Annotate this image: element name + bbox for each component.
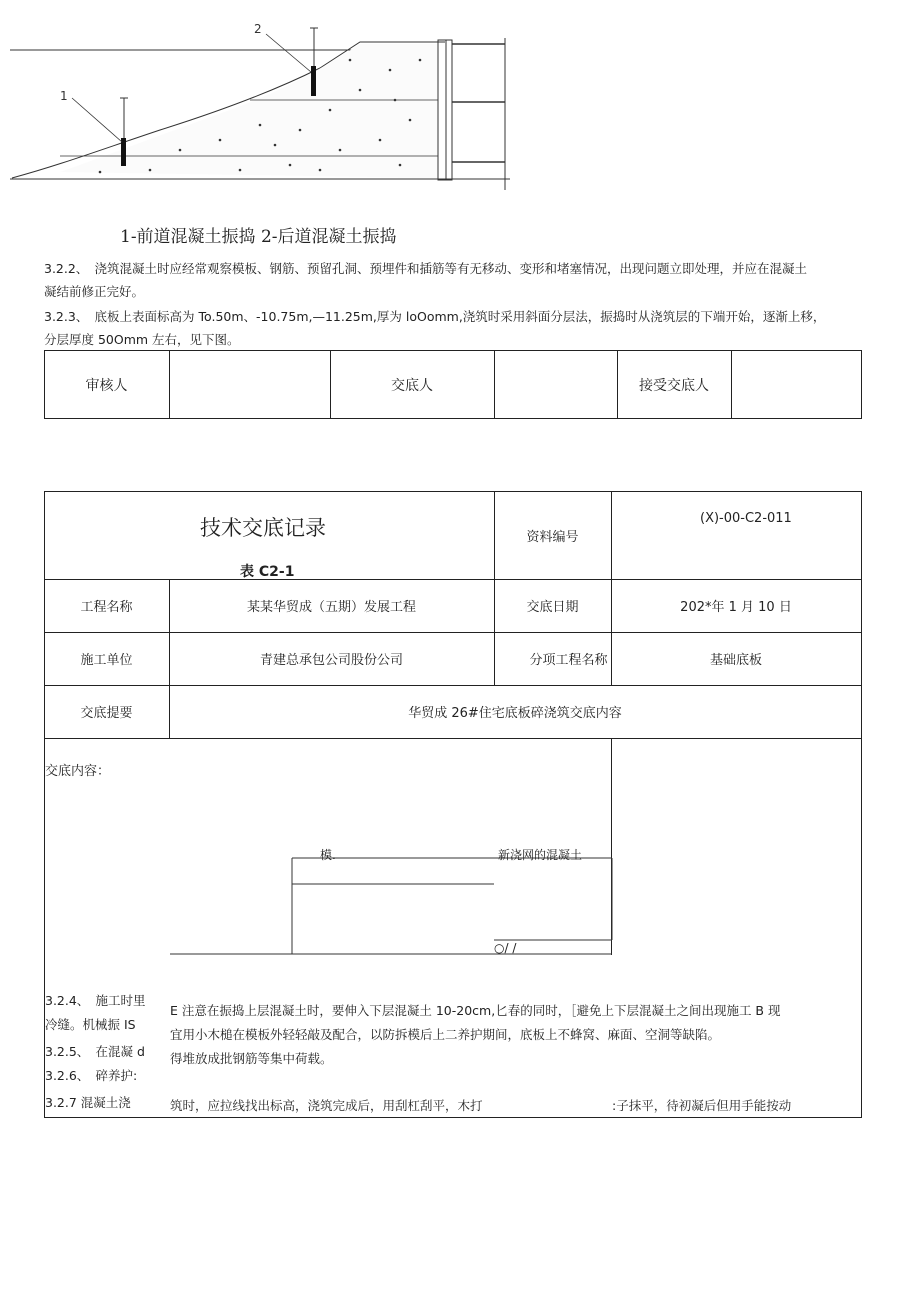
doc-number-value: (X)-00-C2-011 — [700, 511, 792, 526]
figure-label-1: 1 — [60, 89, 68, 103]
item-3-2-5-left: 3.2.5、 在混凝 d — [45, 1044, 145, 1059]
summary-value: 华贸成 26#住宅底板碎浇筑交底内容 — [408, 706, 622, 721]
item-3-2-4-left1: 3.2.4、 施工时里 — [45, 993, 146, 1008]
figure-caption: 1-前道混凝土振捣 2-后道混凝土振捣 — [120, 227, 397, 247]
item-right-line4a: 筑时，应拉线找出标高，浇筑完成后，用刮杠刮平，木打 — [170, 1098, 483, 1113]
briefing-date-value: 202*年 1 月 10 日 — [680, 600, 792, 615]
slope-pouring-figure — [0, 0, 520, 200]
project-name-value: 某某华贸成（五期）发展工程 — [246, 600, 416, 615]
summary-label: 交底提要 — [80, 706, 133, 721]
record-title: 技术交底记录 — [200, 516, 326, 540]
formwork-label: 模. — [320, 848, 336, 862]
item-right-line3: 得堆放成批钢筋等集中荷载。 — [170, 1051, 333, 1066]
item-3-2-6-left: 3.2.6、 碎养护: — [45, 1068, 138, 1083]
subproject-value: 基础底板 — [709, 653, 762, 668]
form-number: 表 C2-1 — [240, 564, 295, 580]
project-name-label: 工程名称 — [80, 600, 133, 615]
subproject-label: 分项工程名称 — [529, 653, 608, 668]
receiver-label: 接受交底人 — [639, 377, 709, 394]
construction-unit-label: 施工单位 — [80, 653, 133, 668]
new-concrete-label: 新浇网的混凝土 — [498, 848, 583, 862]
reviewer-label: 审核人 — [85, 377, 128, 394]
diagram-bottom-label: ○/ / — [494, 941, 517, 955]
item-3-2-4-left2: 冷缝。机械振 IS — [45, 1017, 136, 1032]
item-right-line4b: :子抹平，待初凝后但用手能按动 — [612, 1098, 792, 1113]
doc-number-label: 资料编号 — [526, 529, 579, 545]
para-3-2-3-line1: 3.2.3、 底板上表面标高为 To.50m、-10.75m,—11.25m,厚为 loOomm,浇筑时采用斜面分层法，振捣时从浇筑层的下端开始，逐渐上移， — [44, 309, 826, 324]
construction-unit-value: 青建总承包公司股份公司 — [259, 653, 403, 668]
briefing-date-label: 交底日期 — [526, 600, 579, 615]
item-right-line2: 宜用小木槌在模板外轻轻敲及配合，以防拆模后上二养护期间，底板上不蜂窝、麻面、空洞等缺陷。 — [170, 1027, 721, 1042]
para-3-2-2-line1: 3.2.2、 浇筑混凝土时应经常观察模板、钢筋、预留孔洞、预埋件和插筋等有无移动、变形和堵塞情况，出现问题立即处理，并应在混凝土 — [44, 261, 808, 276]
para-3-2-3-line2: 分层厚度 50Omm 左右，见下图。 — [44, 332, 240, 347]
para-3-2-2-line2: 凝结前修正完好。 — [44, 284, 145, 299]
content-label: 交底内容： — [45, 764, 111, 779]
item-right-line1: E 注意在振捣上层混凝土时，要伸入下层混凝土 10-20cm,匕春的同时，［避免上下层混凝土之间出现施工 B 现 — [170, 1003, 781, 1018]
item-3-2-7-left: 3.2.7 混凝土浇 — [45, 1095, 131, 1110]
figure-label-2: 2 — [254, 22, 262, 36]
presenter-label: 交底人 — [391, 377, 433, 394]
